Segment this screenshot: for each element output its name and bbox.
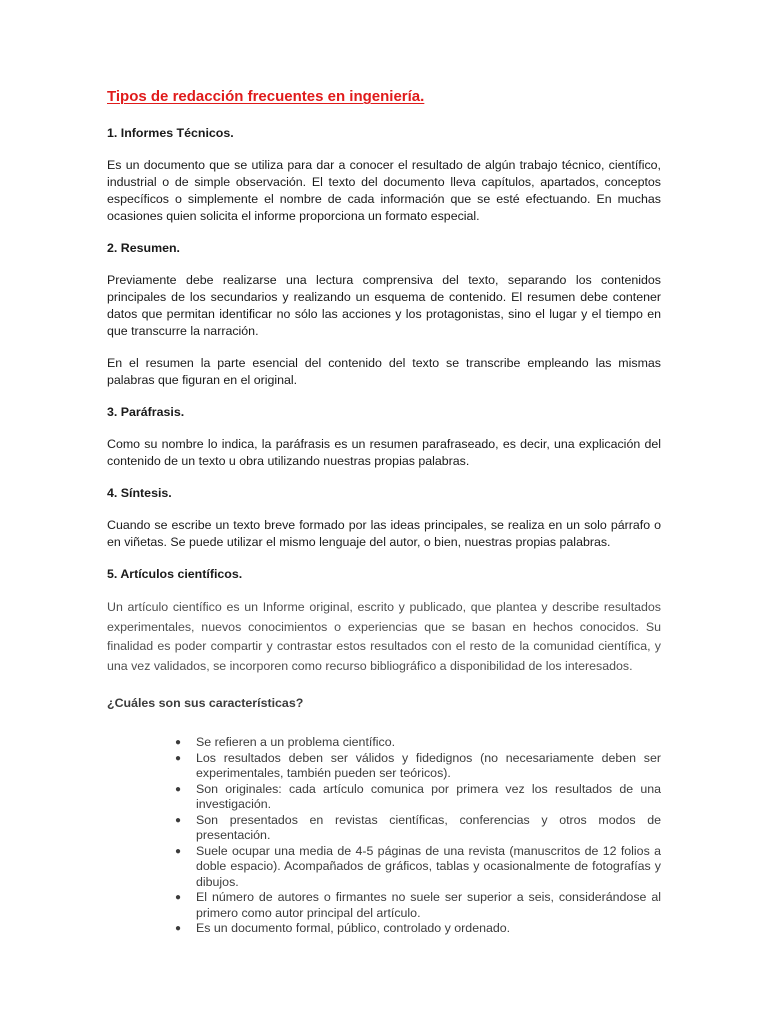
paragraph: En el resumen la parte esencial del contenido del texto se transcribe empleando las mismas palabras que figuran en el original. [107,356,661,387]
bullet-icon: ● [175,845,182,857]
section-articulos-cientificos [107,566,661,676]
characteristics-heading: ¿Cuáles son sus características? [107,696,304,710]
section-resumen [107,240,661,389]
bullet-icon: ● [175,752,182,764]
section-heading: 2. Resumen. [107,241,180,255]
list-item [175,813,661,844]
bullet-icon: ● [175,814,182,826]
paragraph: Como su nombre lo indica, la paráfrasis es un resumen parafraseado, es decir, una explicación del contenido de un texto u obra utilizando nuestras propias palabras. [107,437,661,468]
paragraph: Un artículo científico es un Informe original, escrito y publicado, que plantea y describe resultados experimentales, nuevos conocimientos o experiencias que se basan en hechos conocidos. Su finalidad es poder compartir y contrastar estos resultados con el resto de la comunidad científica, y una vez validados, se incorporen como recurso bibliográfico a disponibilidad de los interesados. [107,600,661,673]
list-item [175,921,661,937]
list-item-text: Son presentados en revistas científicas, conferencias y otros modos de presentación. [196,812,661,842]
characteristics-section [107,695,661,937]
list-item-text: Son originales: cada artículo comunica por primera vez los resultados de una investigación. [196,781,661,811]
list-item [175,782,661,813]
section-heading: 4. Síntesis. [107,486,172,500]
bullet-icon: ● [175,737,182,748]
section-heading: 1. Informes Técnicos. [107,126,234,140]
list-item-text: Suele ocupar una media de 4-5 páginas de una revista (manuscritos de 12 folios a doble espacio). Acompañados de gráficos, tablas y ocasionalmente de fotografías y dibujos. [196,843,661,889]
list-item-text: El número de autores o firmantes no suele ser superior a seis, considerándose al primero como autor principal del artículo. [196,890,661,920]
list-item-text: Es un documento formal, público, controlado y ordenado. [196,921,511,935]
paragraph: Es un documento que se utiliza para dar a conocer el resultado de algún trabajo técnico, científico, industrial o de simple observación. El texto del documento lleva capítulos, apartados, conceptos específicos o simplemente el nombre de cada información que se esté efectuando. En muchas ocasiones quien solicita el informe proporciona un formato especial. [107,158,661,223]
list-item-text: Se refieren a un problema científico. [196,735,396,749]
paragraph: Cuando se escribe un texto breve formado por las ideas principales, se realiza en un solo párrafo o en viñetas. Se puede utilizar el mismo lenguaje del autor, o bien, nuestras propias palabras. [107,518,661,549]
bullet-icon: ● [175,923,182,934]
list-item-text: Los resultados deben ser válidos y fidedignos (no necesariamente deben ser experimentales, también pueden ser teóricos). [196,750,661,780]
bullet-icon: ● [175,783,182,795]
section-sintesis [107,485,661,551]
list-item [175,735,661,751]
list-item [175,751,661,782]
list-item [175,890,661,921]
bullet-icon: ● [175,892,182,903]
page-title: Tipos de redacción frecuentes en ingeniería. [107,88,425,105]
section-heading: 5. Artículos científicos. [107,567,243,581]
paragraph: Previamente debe realizarse una lectura comprensiva del texto, separando los contenidos principales de los secundarios y realizando un esquema de contenido. El resumen debe contener datos que permitan identificar no sólo las acciones y los protagonistas, sino el lugar y el tiempo en que transcurre la narración. [107,273,661,338]
section-parafrasis [107,404,661,470]
list-item [175,844,661,891]
section-heading: 3. Paráfrasis. [107,405,185,419]
section-informes-tecnicos [107,125,661,225]
characteristics-list [107,735,661,937]
